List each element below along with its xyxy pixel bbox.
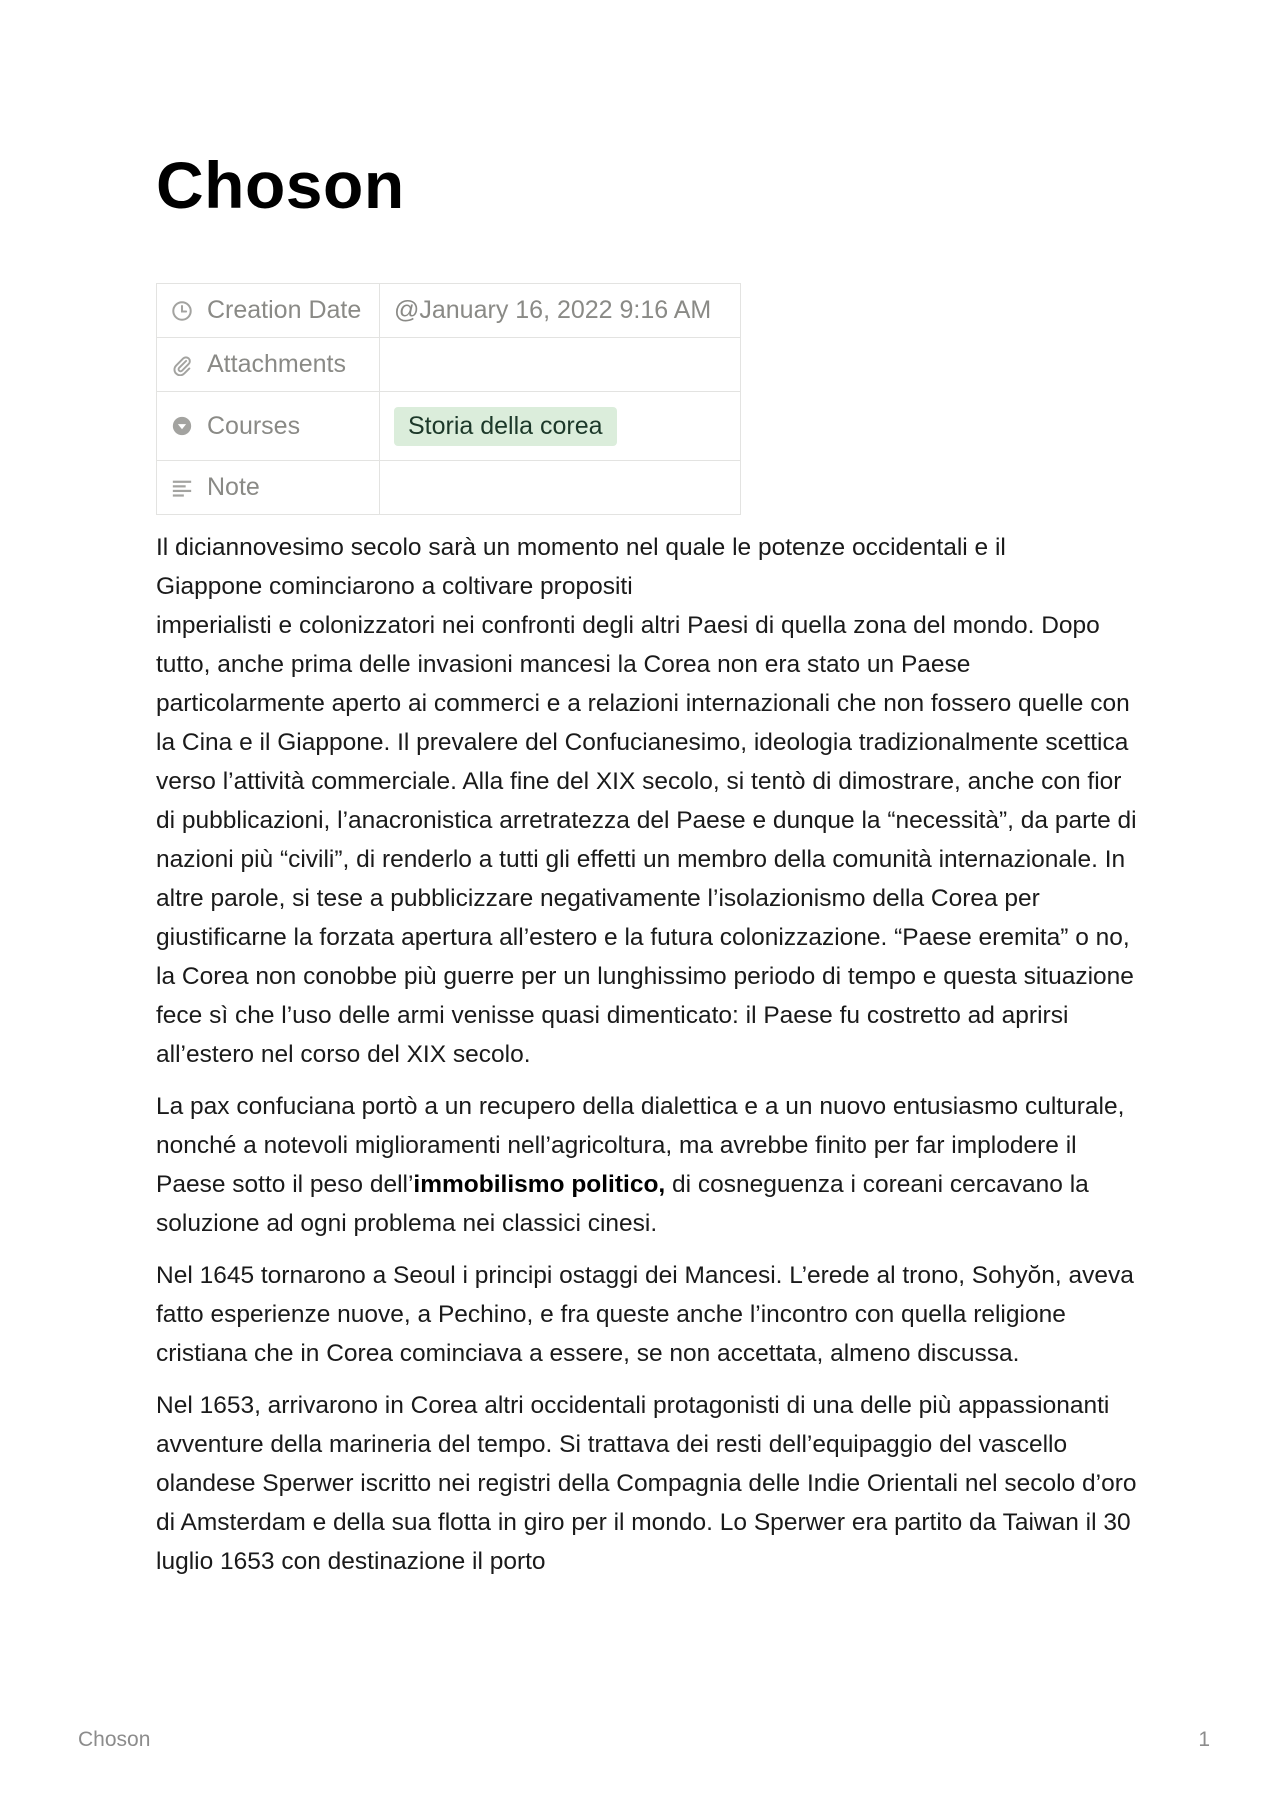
paragraph-text: La pax confuciana portò a un recupero della dialettica e a un nuovo entusiasmo culturale, nonché a notevoli miglioramenti nell’agricoltura, ma avrebbe finito per far implodere il Paese sotto il peso dell’ (156, 1093, 1125, 1198)
paragraph: Nel 1653, arrivarono in Corea altri occidentali protagonisti di una delle più appassionanti avventure della marineria del tempo. Si trattava dei resti dell’equipaggio del vascello olandese Sperwer iscritto nei registri della Compagnia delle Indie Orientali nel secolo d’oro di Amsterdam e della sua flotta in giro per il mondo. Lo Sperwer era partito da Taiwan il 30 luglio 1653 con destinazione il porto (156, 1392, 1137, 1575)
properties-table (156, 283, 741, 515)
property-name: Courses (207, 411, 301, 440)
creation-date-value: @January 16, 2022 9:16 AM (394, 296, 712, 324)
text-lines-icon (171, 477, 193, 499)
paragraph-line: Il diciannovesimo secolo sarà un momento nel quale le potenze occidentali e il (156, 534, 1006, 561)
property-row-courses (157, 392, 741, 461)
paragraph: Nel 1645 tornarono a Seoul i principi ostaggi dei Mancesi. L’erede al trono, Sohyŏn, aveva fatto esperienze nuove, a Pechino, e fra queste anche l’incontro con quella religione cristiana che in Corea cominciava a essere, se non accettata, almeno discussa. (156, 1262, 1134, 1367)
page-title: Choson (156, 148, 405, 222)
document-body (156, 528, 1146, 1594)
property-name: Attachments (207, 350, 346, 378)
property-name: Creation Date (207, 296, 362, 324)
paragraph-text: di cosneguenza i coreani cercavano la soluzione ad ogni problema nei classici cinesi. (156, 1171, 1089, 1237)
paragraph-line: Giappone cominciarono a coltivare propositi (156, 573, 633, 600)
property-row-creation-date (157, 284, 741, 338)
paragraph-text: imperialisti e colonizzatori nei confronti degli altri Paesi di quella zona del mondo. Dopo tutto, anche prima delle invasioni mancesi la Corea non era stato un Paese particolarmente aperto ai commerci e a relazioni internazionali che non fossero quelle con la Cina e il Giappone. Il prevalere del Confucianesimo, ideologia tradizionalmente scettica verso l’attività commerciale. Alla fine del XIX secolo, si tentò di dimostrare, anche con fior di pubblicazioni, l’anacronistica arretratezza del Paese e dunque la “necessità”, da parte di nazioni più “civili”, di renderlo a tutti gli effetti un membro della comunità internazionale. In altre parole, si tese a pubblicizzare negativamente l’isolazionismo della Corea per giustificarne la forzata apertura all’estero e la futura colonizzazione. “Paese eremita” o no, la Corea non conobbe più guerre per un lunghissimo periodo di tempo e questa situazione fece sì che l’uso delle armi venisse quasi dimenticato: il Paese fu costretto ad aprirsi all’estero nel corso del XIX secolo. (156, 612, 1137, 1068)
property-row-attachments (157, 338, 741, 392)
paragraph (156, 1087, 1146, 1243)
paragraph (156, 528, 1146, 1074)
dropdown-circle-icon (171, 415, 193, 437)
property-name: Note (207, 473, 260, 501)
bold-text: immobilismo politico, (413, 1171, 666, 1198)
footer-title: Choson (78, 1728, 151, 1751)
page-number: 1 (1198, 1728, 1210, 1751)
property-row-note (157, 461, 741, 515)
course-tag[interactable]: Storia della corea (394, 407, 617, 446)
clock-icon (171, 300, 193, 322)
paperclip-icon (171, 354, 193, 376)
